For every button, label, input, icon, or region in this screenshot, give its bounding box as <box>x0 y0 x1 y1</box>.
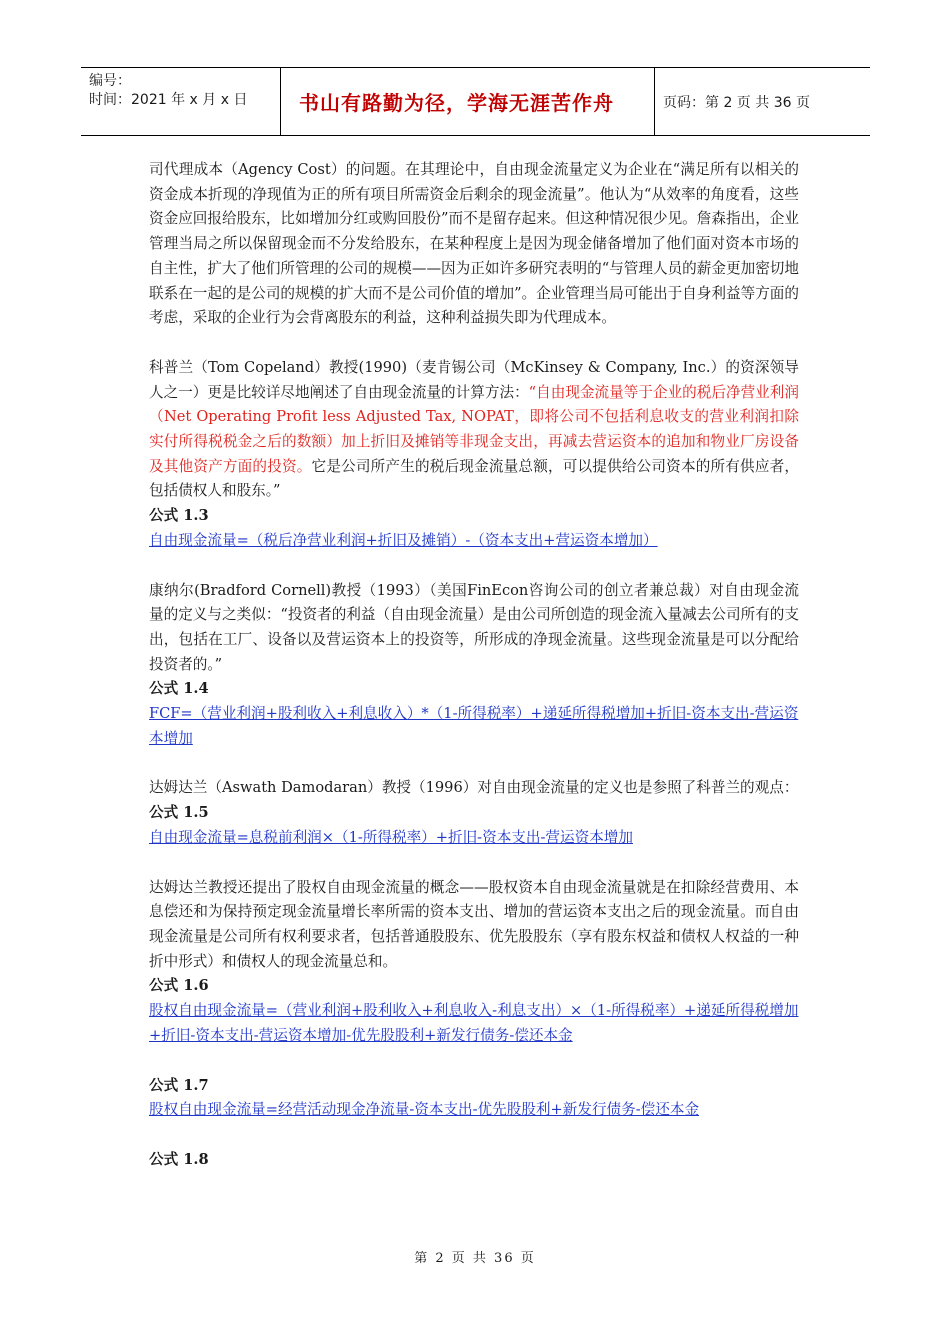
document-number-label: 编号： <box>89 73 131 89</box>
formula-label-1-7: 公式 1.7 <box>149 1076 209 1094</box>
formula-1-5[interactable]: 自由现金流量=息税前利润×（1-所得税率）+折旧-资本支出-营运资本增加 <box>149 828 633 846</box>
paragraph-agency-cost: 司代理成本（Agency Cost）的问题。在其理论中，自由现金流量定义为企业在“满足所有以相关的资金成本折现的净现值为正的所有项目所需资金后剩余的现金流量”。他认为“从效率的角度看，这些资金应回报给股东，比如增加分红或购回股份”而不是留存起来。但这种情况很少见。詹森指出，企业管理当局之所以保留现金而不分发给股东，在某种程度上是因为现金储备增加了他们面对资本市场的自主性，扩大了他们所管理的公司的规模——因为正如许多研究表明的“与管理人员的薪金更加密切地联系在一起的是公司的规模的扩大而不是公司价值的增加”。企业管理当局可能出于自身利益等方面的考虑，采取的企业行为会背离股东的利益，这种利益损失即为代理成本。 <box>149 161 799 327</box>
formula-1-4[interactable]: FCF=（营业利润+股利收入+利息收入）*（1-所得税率）+递延所得税增加+折旧-资本支出-营运资本增加 <box>149 705 799 747</box>
paragraph-cornell: 康纳尔(Bradford Cornell)教授（1993）（美国FinEcon咨询公司的创立者兼总裁）对自由现金流量的定义与之类似：“投资者的利益（自由现金流量）是由公司所创造的现金流入量减去公司所有的支出，包括在工厂、设备以及营运资本上的投资等，所形成的净现金流量。这些现金流量是可以分配给投资者的。” <box>149 581 799 673</box>
copeland-tail: 它是公司所产生的税后现金流量总额，可以提供给公司资本的所有供应者，包括债权人和股东。” <box>149 457 799 500</box>
paragraph-damodaran: 达姆达兰（Aswath Damodaran）教授（1996）对自由现金流量的定义也是参照了科普兰的观点： <box>149 779 799 797</box>
paragraph-equity-fcf: 达姆达兰教授还提出了股权自由现金流量的概念——股权资本自由现金流量就是在扣除经营费用、本息偿还和为保持预定现金流量增长率所需的资本支出、增加的营运资本支出之后的现金流量。而自由现金流量是公司所有权利要求者，包括普通股股东、优先股股东（享有股东权益和债权人权益的一种折中形式）和债权人的现金流量总和。 <box>149 878 799 970</box>
document-date: 时间：2021 年 x 月 x 日 <box>89 92 248 108</box>
formula-1-7[interactable]: 股权自由现金流量=经营活动现金净流量-资本支出-优先股股利+新发行债务-偿还本金 <box>149 1101 700 1119</box>
paragraph-copeland <box>149 356 799 504</box>
formula-1-6[interactable]: 股权自由现金流量=（营业利润+股利收入+利息收入-利息支出）×（1-所得税率）+递延所得税增加+折旧-资本支出-营运资本增加-优先股股利+新发行债务-偿还本金 <box>149 1002 799 1044</box>
document-body <box>149 158 799 1173</box>
header-meta <box>81 68 281 135</box>
copeland-intro: 科普兰（Tom Copeland）教授(1990)（麦肯锡公司（McKinsey & Company, Inc.）的资深领导人之一）更是比较详尽地阐述了自由现金流量的计算方法： <box>149 358 799 401</box>
formula-label-1-8: 公式 1.8 <box>149 1150 209 1168</box>
page-footer: 第 2 页 共 36 页 <box>414 1251 536 1266</box>
page-header <box>81 67 870 136</box>
formula-label-1-5: 公式 1.5 <box>149 804 209 822</box>
formula-label-1-3: 公式 1.3 <box>149 507 209 525</box>
formula-label-1-4: 公式 1.4 <box>149 680 209 698</box>
formula-label-1-6: 公式 1.6 <box>149 977 209 995</box>
header-page-info: 页码：第 2 页 共 36 页 <box>663 94 810 111</box>
formula-1-3[interactable]: 自由现金流量=（税后净营业利润+折旧及摊销）-（资本支出+营运资本增加） <box>149 531 658 549</box>
copeland-definition-highlight: “自由现金流量等于企业的税后净营业利润（Net Operating Profit less Adjusted Tax, NOPAT，即将公司不包括利息收支的营业利润扣除实付所得税税金之后的数额）加上折旧及摊销等非现金支出，再减去营运资本的追加和物业厂房设备及其他资产方面的投资。 <box>149 383 799 475</box>
header-motto: 书山有路勤为径，学海无涯苦作舟 <box>281 68 655 135</box>
